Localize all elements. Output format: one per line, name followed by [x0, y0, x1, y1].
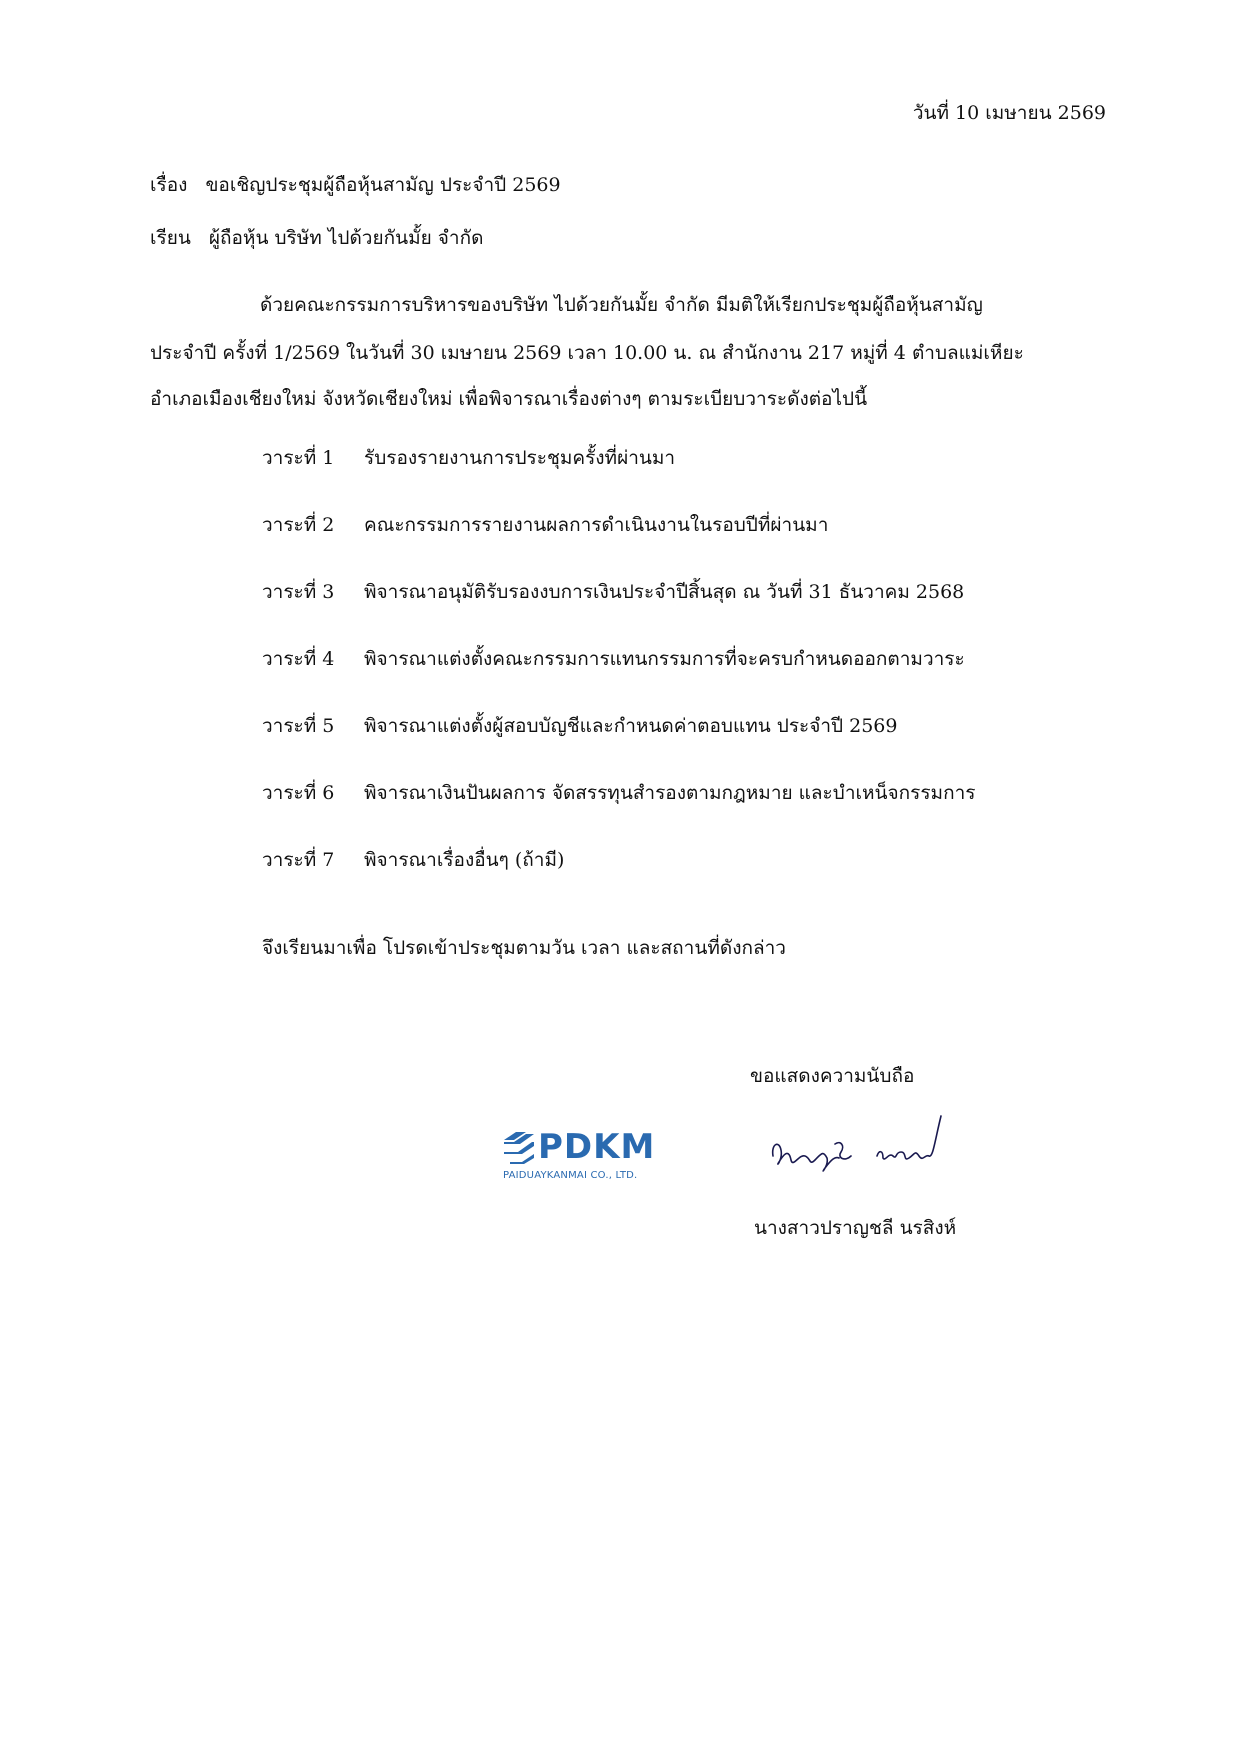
- company-logo: [500, 1126, 670, 1184]
- subject-line: [150, 172, 561, 198]
- signer-name: นางสาวปราญชลี นรสิงห์: [754, 1217, 957, 1239]
- pdkm-logo-icon: [500, 1130, 538, 1166]
- agenda-number: วาระที่ 7: [262, 849, 335, 871]
- logo-subtitle: PAIDUAYKANMAI CO., LTD.: [503, 1170, 638, 1181]
- agenda-text: พิจารณาเงินปันผลการ จัดสรรทุนสำรองตามกฎหมาย และบำเหน็จกรรมการ: [364, 782, 976, 804]
- agenda-item: [262, 445, 975, 512]
- logo-wordmark: PDKM: [538, 1127, 656, 1167]
- agenda-text: พิจารณาแต่งตั้งผู้สอบบัญชีและกำหนดค่าตอบแทน ประจำปี 2569: [364, 715, 898, 737]
- letter-date: วันที่ 10 เมษายน 2569: [912, 102, 1106, 124]
- body-paragraph-line-3: อำเภอเมืองเชียงใหม่ จังหวัดเชียงใหม่ เพื่อพิจารณาเรื่องต่างๆ ตามระเบียบวาระดังต่อไปนี้: [150, 388, 868, 410]
- agenda-number: วาระที่ 1: [262, 447, 335, 469]
- agenda-item: [262, 646, 975, 713]
- agenda-number: วาระที่ 2: [262, 514, 335, 536]
- agenda-number: วาระที่ 6: [262, 782, 335, 804]
- recipient-line: [150, 225, 483, 251]
- agenda-item: [262, 847, 975, 914]
- recipient-label: เรียน: [150, 227, 191, 249]
- agenda-text: พิจารณาอนุมัติรับรองงบการเงินประจำปีสิ้นสุด ณ วันที่ 31 ธันวาคม 2568: [364, 581, 965, 603]
- agenda-text: รับรองรายงานการประชุมครั้งที่ผ่านมา: [364, 447, 676, 469]
- agenda-text: พิจารณาเรื่องอื่นๆ (ถ้ามี): [364, 849, 565, 871]
- agenda-list: [262, 445, 975, 914]
- body-paragraph-line-2: ประจำปี ครั้งที่ 1/2569 ในวันที่ 30 เมษายน 2569 เวลา 10.00 น. ณ สำนักงาน 217 หมู่ที่ 4 ตำบลแม่เหียะ: [150, 342, 1024, 364]
- agenda-number: วาระที่ 3: [262, 581, 335, 603]
- regards-text: ขอแสดงความนับถือ: [750, 1065, 915, 1087]
- subject-text: ขอเชิญประชุมผู้ถือหุ้นสามัญ ประจำปี 2569: [205, 174, 561, 196]
- closing-sentence: จึงเรียนมาเพื่อ โปรดเข้าประชุมตามวัน เวลา และสถานที่ดังกล่าว: [262, 937, 786, 959]
- body-paragraph-line-1: ด้วยคณะกรรมการบริหารของบริษัท ไปด้วยกันมั้ย จำกัด มีมติให้เรียกประชุมผู้ถือหุ้นสามัญ: [260, 294, 983, 316]
- recipient-text: ผู้ถือหุ้น บริษัท ไปด้วยกันมั้ย จำกัด: [208, 227, 484, 249]
- agenda-item: [262, 780, 975, 847]
- agenda-number: วาระที่ 4: [262, 648, 335, 670]
- agenda-text: พิจารณาแต่งตั้งคณะกรรมการแทนกรรมการที่จะครบกำหนดออกตามวาระ: [364, 648, 965, 670]
- handwritten-signature: [765, 1110, 965, 1190]
- subject-label: เรื่อง: [150, 174, 188, 196]
- agenda-item: [262, 579, 975, 646]
- agenda-number: วาระที่ 5: [262, 715, 335, 737]
- agenda-item: [262, 713, 975, 780]
- agenda-text: คณะกรรมการรายงานผลการดำเนินงานในรอบปีที่ผ่านมา: [364, 514, 829, 536]
- agenda-item: [262, 512, 975, 579]
